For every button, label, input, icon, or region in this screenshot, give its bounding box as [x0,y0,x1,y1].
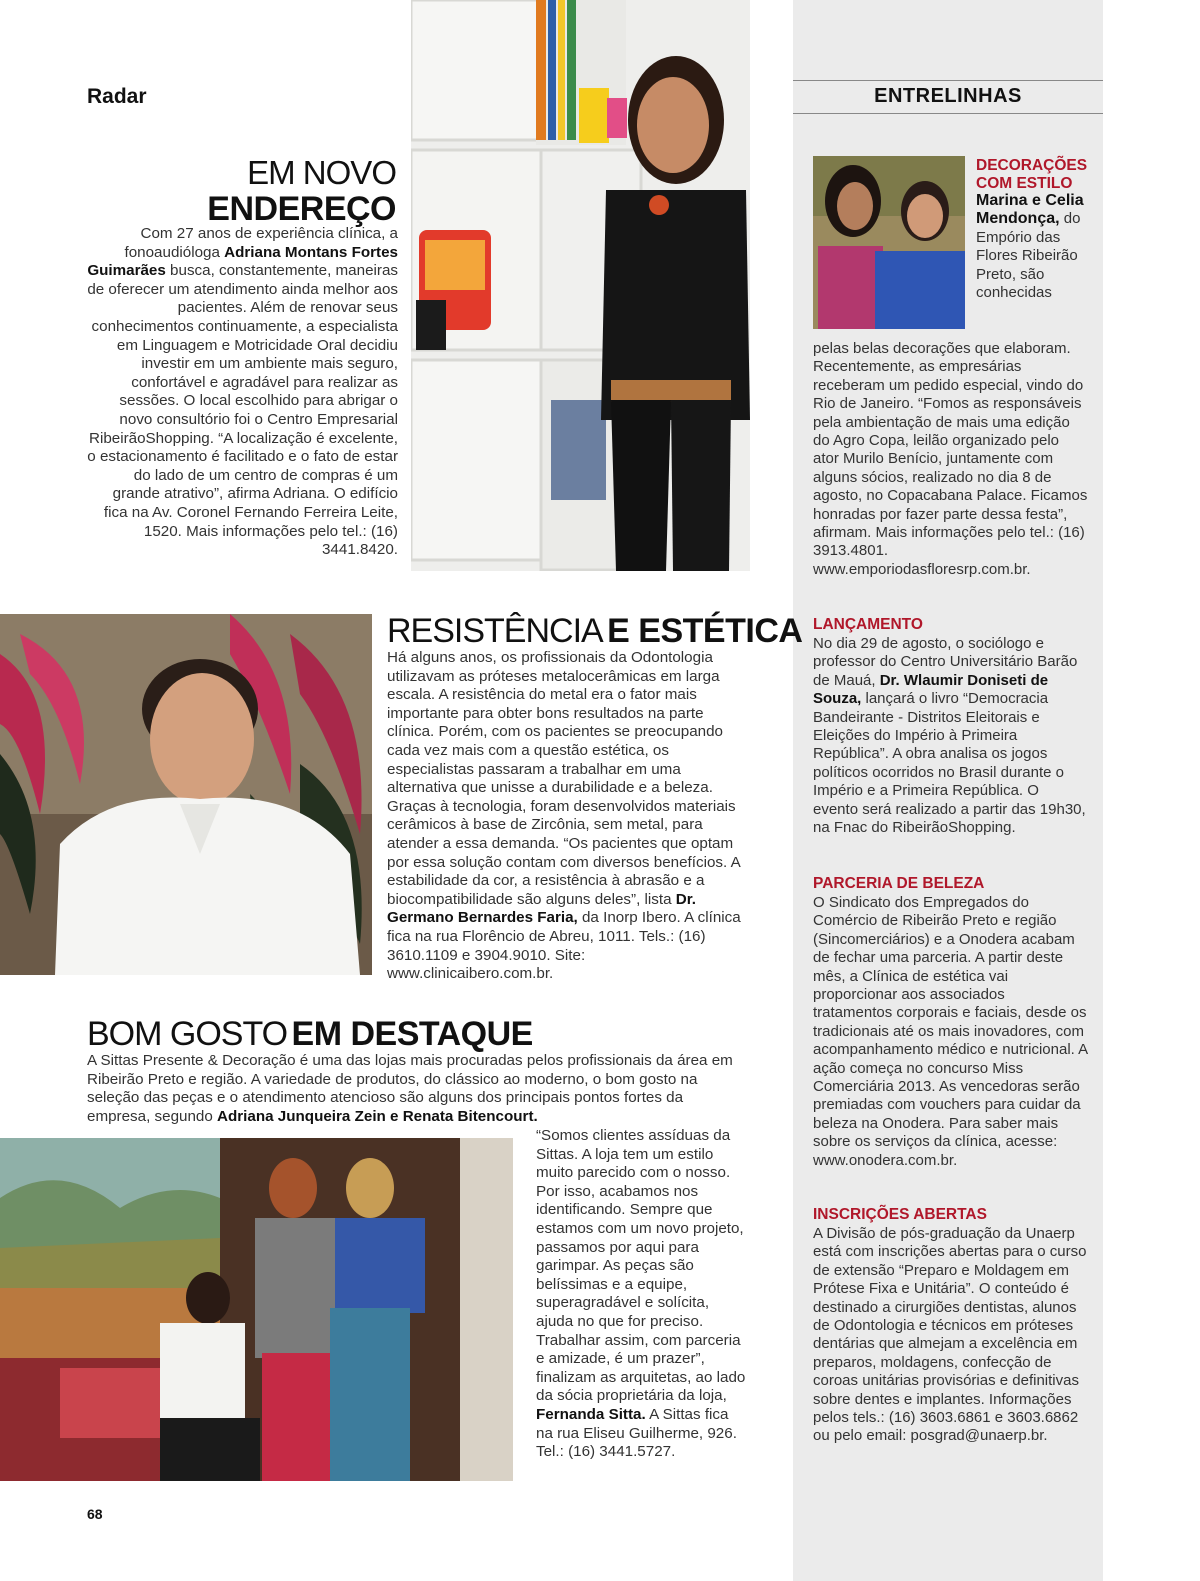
article2-headline-bold: E ESTÉTICA [607,612,803,650]
article3-intro-names: Adriana Junqueira Zein e Renata Bitencourt. [217,1107,538,1125]
article3-quote [536,1127,748,1462]
sidebar-item-text-a: do Empório das Flores Ribeirão Preto, são conhecidas [976,210,1081,302]
photo-germano [0,614,372,975]
sidebar-item-text-decoracoes-a [976,192,1086,302]
article3-quote-text: “Somos clientes assíduas da Sittas. A loja tem um estilo muito parecido com o nosso. Por isso, acabamos nos identificando. Sempre que estamos com um novo projeto, passamos por aqui para garimpar. As peças são belíssimas e a equipe, superagradável e solícita, ajuda no que for preciso. Trabalhar assim, com parceria e amizade, é um prazer”, finalizam as arquitetas, ao lado da sócia proprietária da loja, [536,1127,746,1405]
page-number: 68 [87,1506,103,1522]
article1-text-1: Com 27 anos de experiência clínica, a fonoaudióloga [124,225,398,261]
sidebar-heading: ENTRELINHAS [874,85,1022,107]
sidebar-item-title-decoracoes: DECORAÇÕES COM ESTILO [976,157,1088,192]
article3-quote-name: Fernanda Sitta. [536,1405,646,1423]
article1-text-2: busca, constantemente, maneiras de oferecer um atendimento ainda melhor aos pacientes. Além de renovar seus conhecimentos continuamente, a especialista em Linguagem e Motricidade Oral decidiu investir em um ambiente mais seguro, confortável e agradável para realizar as sessões. O local escolhido para abrigar o novo consultório foi o Centro Empresarial RibeirãoShopping. “A localização é excelente, o estacionamento é facilitado e o fato de estar do lado de um centro de compras é um grande atrativo”, afirma Adriana. O edifício fica na Av. Coronel Fernando Ferreira Leite, 1520. Mais informações pelo tel.: (16) 3441.8420. [87,262,398,559]
photo-sittas [0,1138,513,1481]
sidebar-heading-rule [793,113,1103,114]
sidebar-item-names-decoracoes: Marina e Celia Mendonça, [976,192,1084,228]
section-label: Radar [87,85,147,108]
article2-body [387,649,749,984]
article2-text-2: da Inorp Ibero. A clínica fica na rua Florêncio de Abreu, 1011. Tels.: (16) 3610.1109 e 3904.9010. Site: www.clinicaibero.com.br. [387,909,741,983]
article2-name: Dr. Germano Bernardes Faria, [387,890,696,927]
article2-headline [387,610,802,652]
article2-text-1: Há alguns anos, os profissionais da Odontologia utilizavam as próteses metalocerâmicas em larga escala. A resistência do metal era o fator mais importante para obter bons resultados na parte clínica. Porém, com os pacientes se preocupando cada vez mais com a questão estética, os especialistas passaram a trabalhar em uma alternativa que unisse a durabilidade e a beleza. Graças à tecnologia, foram desenvolvidos materiais cerâmicos à base de Zircônia, sem metal, para atender a essa demanda. “Os pacientes que optam por essa solução contam com diversos benefícios. A estabilidade da cor, a resistência à abrasão e a biocompatibilidade são alguns deles”, lista [387,649,740,908]
article1-headline-light: EM NOVO [247,154,396,191]
article1-headline [150,155,396,227]
article3-intro-text: A Sittas Presente & Decoração é uma das lojas mais procuradas pelos profissionais da área em Ribeirão Preto e região. A variedade de produtos, do clássico ao moderno, o bom gosto na seleção das peças e o atendimento atencioso são alguns dos principais pontos fortes da empresa, segundo [87,1052,733,1125]
article3-headline-light: BOM GOSTO [87,1015,288,1053]
sidebar-item-title-lancamento: LANÇAMENTO [813,616,923,633]
sidebar-item-text-lancamento [813,635,1088,837]
article3-quote-end: A Sittas fica na rua Eliseu Guilherme, 926. Tel.: (16) 3441.5727. [536,1405,737,1461]
article1-body [86,225,398,560]
photo-adriana [411,0,750,571]
article3-intro [87,1052,747,1126]
article2-headline-light: RESISTÊNCIA [387,612,603,650]
article1-name: Adriana Montans Fortes Guimarães [87,243,398,280]
sidebar-lancamento-name: Dr. Wlaumir Doniseti de Souza, [813,671,1049,708]
photo-marina-celia [813,156,965,329]
sidebar-lancamento-text-2: lançará o livro “Democracia Bandeirante - Distritos Eleitorais e Eleições do Império à Primeira República”. A obra analisa os jogos políticos ocorridos no Brasil durante o Império e a Primeira República. O evento será realizado a partir das 19h30, na Fnac do RibeirãoShopping. [813,690,1086,837]
sidebar-item-text-parceria: O Sindicato dos Empregados do Comércio de Ribeirão Preto e região (Sincomerciários) e a Onodera acabam de fechar uma parceria. A partir deste mês, a Clínica de estética vai proporcionar aos associados tratamentos corporais e faciais, desde os tradicionais até os mais inovadores, com acompanhamento médico e nutricional. A ação começa no concurso Miss Comerciária 2013. As vencedoras serão premiadas com vouchers para cuidar da beleza na Onodera. Para saber mais sobre os serviços da clínica, acesse: www.onodera.com.br. [813,894,1088,1169]
sidebar-lancamento-text-1: No dia 29 de agosto, o sociólogo e professor do Centro Universitário Barão de Mauá, [813,635,1078,689]
article3-headline [87,1014,533,1054]
sidebar-item-title-inscricoes: INSCRIÇÕES ABERTAS [813,1206,987,1223]
article1-headline-bold: ENDEREÇO [207,190,396,228]
sidebar-item-title-parceria: PARCERIA DE BELEZA [813,875,985,892]
sidebar-item-text-inscricoes: A Divisão de pós-graduação da Unaerp está com inscrições abertas para o curso de extensão “Preparo e Moldagem em Prótese Fixa e Unitária”. O conteúdo é destinado a cirurgiões dentistas, alunos de Odontologia e técnicos em próteses dentárias que almejam a excelência em preparos, moldagens, confecção de coroas unitárias provisórias e definitivas sobre dentes e implantes. Informações pelos tels.: (16) 3603.6861 e 3603.6862 ou pelo email: posgrad@unaerp.br. [813,1225,1087,1445]
sidebar-item-text-decoracoes-b: pelas belas decorações que elaboram. Recentemente, as empresárias receberam um pedido especial, vindo do Rio de Janeiro. “Fomos as responsáveis pela ambientação de mais uma edição do Agro Copa, leilão organizado pelo ator Murilo Benício, juntamente com alguns sócios, realizado no dia 8 de agosto, no Copacabana Palace. Ficamos honradas por fazer parte dessa festa”, afirmam. Mais informações pelo tel.: (16) 3913.4801. www.emporiodasfloresrp.com.br. [813,340,1088,578]
sidebar-top-rule [793,80,1103,81]
article3-headline-bold: EM DESTAQUE [291,1015,533,1053]
